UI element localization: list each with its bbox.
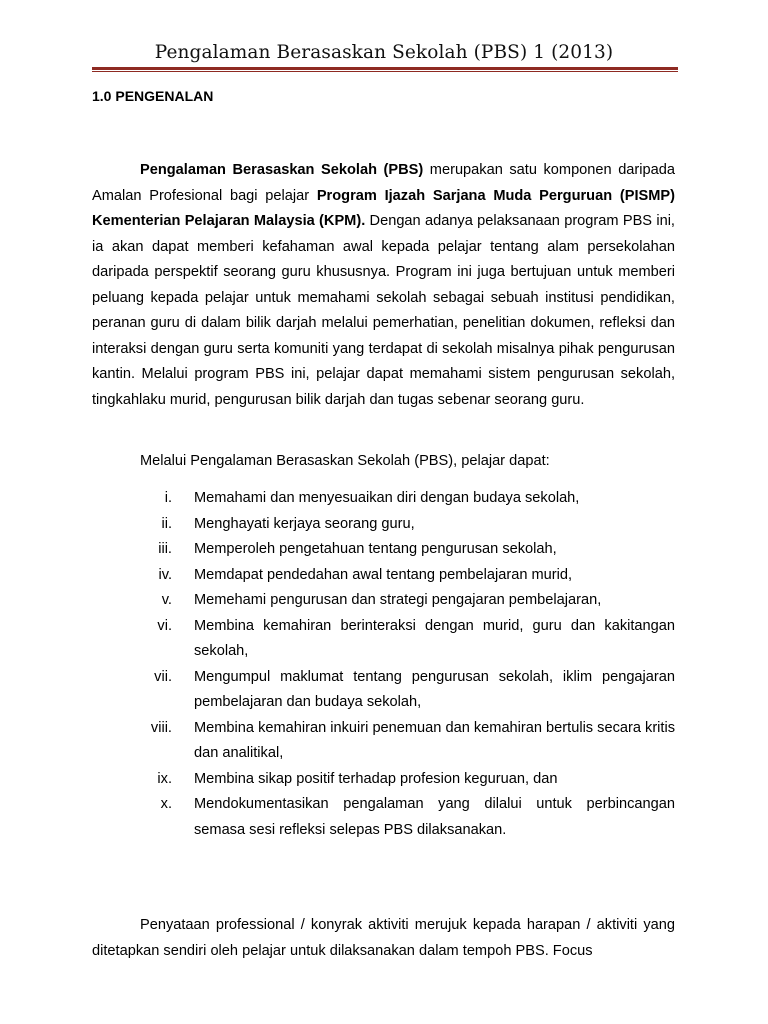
list-text: Mengumpul maklumat tentang pengurusan sekolah, iklim pengajaran pembelajaran dan budaya sekolah, (194, 668, 675, 710)
list-number: iv. (158, 566, 172, 583)
list-number: ii. (161, 515, 172, 532)
list-text: Membina sikap positif terhadap profesion keguruan, dan (194, 770, 558, 787)
intro-bold-program: Program Ijazah Sarjana Muda Perguruan (PISMP) Kementerian Pelajaran Malaysia (KPM). (92, 187, 675, 229)
list-item (92, 792, 675, 843)
list-text: Memahami dan menyesuaikan diri dengan budaya sekolah, (194, 490, 580, 506)
list-text: Mendokumentasikan pengalaman yang dilalui untuk perbincangan semasa sesi refleksi selepas PBS dilaksanakan. (194, 796, 675, 838)
list-text: Membina kemahiran berinteraksi dengan murid, guru dan kakitangan sekolah, (194, 617, 675, 659)
list-number: x. (160, 796, 172, 812)
list-item (92, 716, 675, 767)
list-item (92, 767, 675, 793)
section-heading: 1.0 PENGENALAN (92, 88, 214, 104)
list-item (92, 537, 675, 563)
list-item (92, 563, 675, 589)
objectives-lead: Melalui Pengalaman Berasaskan Sekolah (PBS), pelajar dapat: (140, 453, 550, 469)
list-text: Memdapat pendedahan awal tentang pembelajaran murid, (194, 566, 573, 583)
list-item (92, 512, 675, 538)
list-number: i. (164, 490, 172, 506)
list-number: vi. (157, 617, 172, 634)
header-rule-thin (92, 71, 678, 72)
list-item (92, 614, 675, 665)
list-number: ix. (157, 770, 172, 787)
list-item (92, 486, 675, 512)
header-rule (92, 67, 678, 70)
list-number: viii. (150, 719, 172, 736)
list-text: Membina kemahiran inkuiri penemuan dan kemahiran bertulis secara kritis dan analitikal, (194, 719, 676, 761)
list-item (92, 665, 675, 716)
intro-text-tail: Dengan adanya pelaksanaan program PBS ini, ia akan dapat memberi kefahaman awal kepada pelajar tentang alam persekolahan daripada perspektif seorang guru khususnya. Program ini juga bertujuan untuk memberi peluang kepada pelajar untuk memahami sekolah sebagai sebuah institusi pendidikan, peranan guru di dalam bilik darjah melalui pemerhatian, penelitian dokumen, refleksi dan interaksi dengan guru serta komuniti yang terdapat di sekolah misalnya pihak pengurusan kantin. Melalui program PBS ini, pelajar dapat memahami sistem pengurusan sekolah, tingkahlaku murid, pengurusan bilik darjah dan tugas sebenar seorang guru. (92, 213, 675, 408)
list-text: Memehami pengurusan dan strategi pengajaran pembelajaran, (194, 592, 602, 608)
list-number: v. (161, 592, 172, 608)
intro-text: merupakan satu komponen daripada Amalan Profesional bagi pelajar (92, 162, 675, 204)
intro-bold-term: Pengalaman Berasaskan Sekolah (PBS) (140, 162, 424, 178)
list-item (92, 588, 675, 614)
intro-paragraph (92, 158, 675, 413)
closing-paragraph: Penyataan professional / konyrak aktiviti merujuk kepada harapan / aktiviti yang ditetapkan sendiri oleh pelajar untuk dilaksanakan dalam tempoh PBS. Focus (92, 917, 675, 959)
list-number: iii. (158, 541, 172, 557)
list-number: vii. (154, 668, 172, 685)
objectives-list (92, 486, 675, 843)
list-text: Menghayati kerjaya seorang guru, (194, 515, 415, 532)
list-text: Memperoleh pengetahuan tentang pengurusan sekolah, (194, 541, 557, 557)
page-header-title: Pengalaman Berasaskan Sekolah (PBS) 1 (2013) (154, 42, 614, 63)
